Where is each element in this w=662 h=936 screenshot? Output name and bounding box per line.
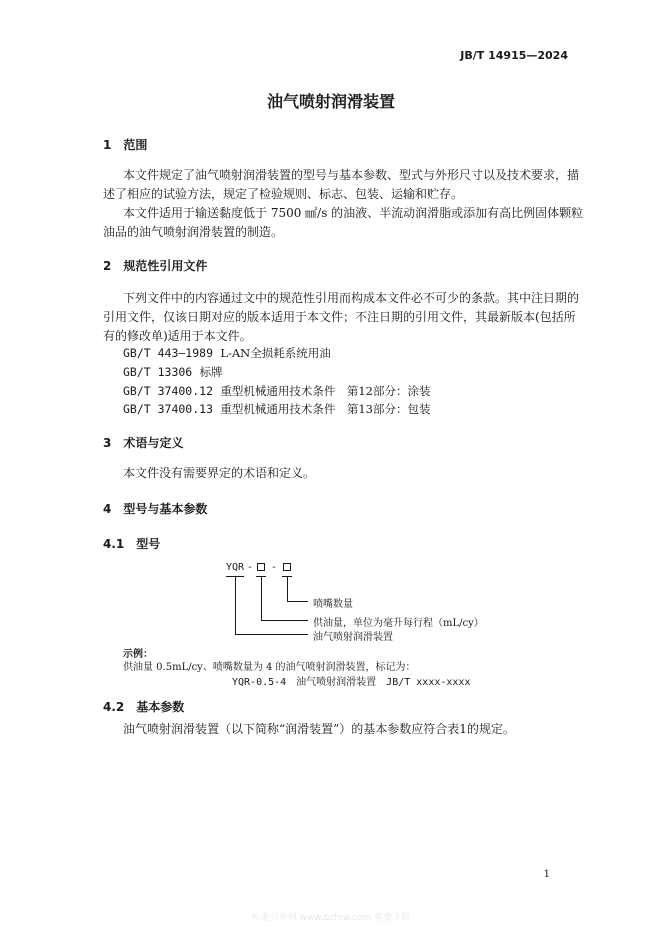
flow-placeholder-box: [257, 563, 265, 571]
section-1-paragraph-2-line-1: 本文件适用于输送黏度低于 7500 ㎟/s 的油液、半流动润滑脂或添加有高比例固体颗粒: [123, 206, 584, 220]
reference-item: [123, 364, 223, 380]
nozzle-count-label: 喷嘴数量: [313, 599, 353, 610]
section-title: 术语与定义: [123, 436, 184, 450]
reference-code: GB/T 443—1989: [123, 346, 214, 360]
section-4-1-heading: [103, 535, 160, 552]
section-4-2-paragraph: 油气喷射润滑装置（以下简称“润滑装置”）的基本参数应符合表1的规定。: [123, 722, 515, 736]
section-number: 4.2: [103, 700, 125, 714]
section-title: 型号: [136, 537, 161, 551]
section-1-paragraph-1-line-1: 本文件规定了油气喷射润滑装置的型号与基本参数、型式与外形尺寸以及技术要求，描: [123, 168, 580, 182]
model-prefix: YQR: [226, 562, 245, 573]
example-line-2: YQR-0.5-4 油气喷射润滑装置 JB/T xxxx-xxxx: [232, 677, 471, 688]
reference-name: 重型机械通用技术条件 第12部分：涂装: [220, 384, 431, 398]
section-title: 型号与基本参数: [123, 502, 208, 516]
section-number: 1: [103, 138, 112, 152]
reference-item: [123, 345, 331, 361]
standard-number: JB/T 14915—2024: [460, 49, 568, 62]
nozzle-leader-horizontal: [287, 601, 308, 602]
section-3-heading: [103, 434, 183, 451]
section-2-paragraph-line-2: 引用文件，仅该日期对应的版本适用于本文件；不注日期的引用文件，其最新版本(包括所: [103, 310, 576, 324]
page-number: 1: [543, 869, 550, 880]
section-number: 4: [103, 502, 112, 516]
document-title: 油气喷射润滑装置: [266, 92, 395, 111]
nozzle-leader-vertical: [287, 576, 288, 601]
example-line-1: 供油量 0.5mL/cy、喷嘴数量为 4 的油气喷射润滑装置，标记为：: [123, 662, 416, 673]
reference-name: 重型机械通用技术条件 第13部分：包装: [220, 402, 431, 416]
reference-item: [123, 401, 430, 417]
reference-name: 标牌: [199, 365, 223, 379]
section-number: 2: [103, 259, 112, 273]
product-name-label: 油气喷射润滑装置: [313, 632, 393, 643]
section-title: 规范性引用文件: [123, 259, 208, 273]
flow-leader-horizontal: [261, 620, 308, 621]
section-title: 基本参数: [136, 700, 185, 714]
prefix-leader-vertical: [235, 576, 236, 634]
section-2-paragraph-line-3: 有的修改单)适用于本文件。: [103, 329, 252, 343]
section-2-heading: [103, 257, 207, 274]
section-4-heading: [103, 500, 207, 517]
footer-watermark: 标准分享网 www.bzfxw.com 免费下载: [251, 913, 411, 923]
section-3-paragraph: 本文件没有需要界定的术语和定义。: [123, 466, 316, 480]
prefix-leader-horizontal: [235, 634, 308, 635]
model-dash: -: [271, 562, 278, 573]
reference-name: L-AN全损耗系统用油: [220, 346, 331, 360]
section-number: 4.1: [103, 537, 125, 551]
flow-leader-vertical: [261, 576, 262, 620]
section-1-paragraph-2-line-2: 油品的油气喷射润滑装置的制造。: [103, 225, 284, 239]
reference-code: GB/T 37400.13: [123, 402, 214, 416]
reference-code: GB/T 13306: [123, 365, 193, 379]
section-1-heading: [103, 136, 147, 153]
section-number: 3: [103, 436, 112, 450]
flow-label: 供油量，单位为毫升每行程（mL/cy）: [313, 618, 484, 629]
example-heading: 示例：: [123, 649, 153, 660]
reference-item: [123, 383, 430, 399]
section-title: 范围: [123, 138, 148, 152]
model-dash: -: [247, 562, 254, 573]
nozzle-placeholder-box: [283, 563, 291, 571]
section-2-paragraph-line-1: 下列文件中的内容通过文中的规范性引用而构成本文件必不可少的条款。其中注日期的: [123, 291, 580, 305]
section-4-2-heading: [103, 698, 184, 715]
reference-code: GB/T 37400.12: [123, 384, 214, 398]
section-1-paragraph-1-line-2: 述了相应的试验方法，规定了检验规则、标志、包装、运输和贮存。: [103, 187, 464, 201]
